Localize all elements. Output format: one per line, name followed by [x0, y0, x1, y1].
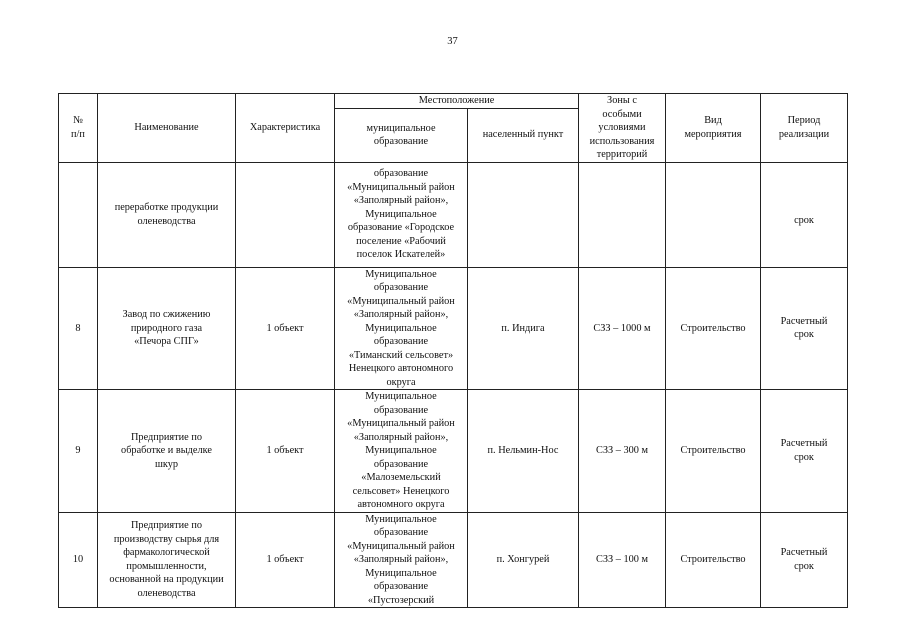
header-municipality: муниципальное образование [335, 108, 468, 162]
cell-zones: СЗЗ – 1000 м [579, 267, 666, 390]
cell-period: Расчетный срок [761, 390, 848, 513]
table-row [59, 267, 848, 390]
cell-zones: СЗЗ – 300 м [579, 390, 666, 513]
cell-name: Завод по сжижению природного газа «Печора СПГ» [98, 267, 236, 390]
cell-period: Расчетный срок [761, 267, 848, 390]
page-number: 37 [447, 36, 458, 47]
cell-settlement [468, 162, 579, 267]
cell-num [59, 162, 98, 267]
header-num: № п/п [59, 94, 98, 163]
cell-characteristic [236, 162, 335, 267]
cell-zones [579, 162, 666, 267]
cell-zones: СЗЗ – 100 м [579, 512, 666, 608]
cell-settlement: п. Нельмин-Нос [468, 390, 579, 513]
cell-name: Предприятие по обработке и выделке шкур [98, 390, 236, 513]
cell-settlement: п. Индига [468, 267, 579, 390]
cell-municipality: Муниципальное образование «Муниципальный район «Заполярный район», Муниципальное образование «Малоземельский сельсовет» Ненецкого автономного округа [335, 390, 468, 513]
cell-characteristic: 1 объект [236, 512, 335, 608]
cell-municipality: образование «Муниципальный район «Заполярный район», Муниципальное образование «Городское поселение «Рабочий поселок Искателей» [335, 162, 468, 267]
header-location: Местоположение [335, 94, 579, 109]
cell-name: переработке продукции оленеводства [98, 162, 236, 267]
cell-municipality: Муниципальное образование «Муниципальный район «Заполярный район», Муниципальное образование «Пустозерский [335, 512, 468, 608]
table-row-continuation [59, 162, 848, 267]
header-settlement: населенный пункт [468, 108, 579, 162]
header-characteristic: Характеристика [236, 94, 335, 163]
cell-activity: Строительство [666, 512, 761, 608]
objects-table [58, 93, 848, 608]
cell-characteristic: 1 объект [236, 390, 335, 513]
cell-activity: Строительство [666, 390, 761, 513]
cell-activity [666, 162, 761, 267]
cell-period: срок [761, 162, 848, 267]
table-row [59, 390, 848, 513]
header-name: Наименование [98, 94, 236, 163]
header-period: Период реализации [761, 94, 848, 163]
cell-settlement: п. Хонгурей [468, 512, 579, 608]
cell-num: 8 [59, 267, 98, 390]
table-row [59, 512, 848, 608]
cell-name: Предприятие по производству сырья для фармакологической промышленности, основанной на продукции оленеводства [98, 512, 236, 608]
header-zones: Зоны с особыми условиями использования территорий [579, 94, 666, 163]
cell-municipality: Муниципальное образование «Муниципальный район «Заполярный район», Муниципальное образование «Тиманский сельсовет» Ненецкого автономного округа [335, 267, 468, 390]
cell-activity: Строительство [666, 267, 761, 390]
header-activity: Вид мероприятия [666, 94, 761, 163]
cell-period: Расчетный срок [761, 512, 848, 608]
cell-num: 10 [59, 512, 98, 608]
cell-num: 9 [59, 390, 98, 513]
header-row-1 [59, 94, 848, 109]
cell-characteristic: 1 объект [236, 267, 335, 390]
